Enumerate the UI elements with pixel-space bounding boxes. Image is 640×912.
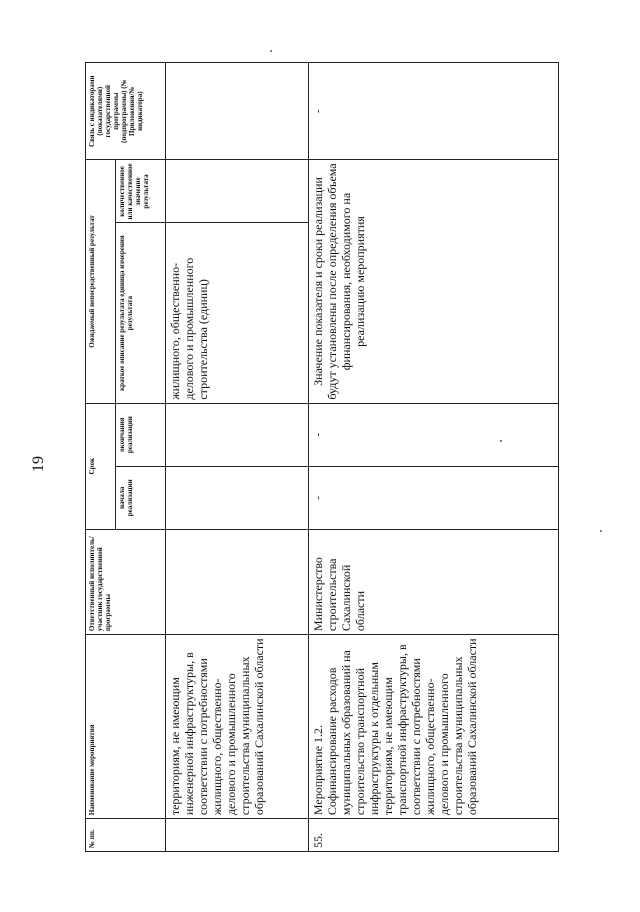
header-term-end: окончания реализации [116, 403, 166, 466]
header-row [86, 63, 116, 852]
row-link: - [309, 63, 559, 160]
row-result-desc: жилищного, общественно-делового и промышленного строительства (единиц) [166, 223, 309, 403]
row-name: Мероприятие 1.2. Софинансирование расходов муниципальных образований на строительство транспортной инфраструктуры к отдельным территориям, не имеющим транспортной инфраструктуры, в соответствии с потребностями жилищного, общественно-делового и промышленного строительства муниципальных образований Сахалинской области [309, 635, 559, 819]
row-start [166, 466, 309, 529]
row-result-note: Значение показателя и сроки реализации будут установлены после определения объема финансирования, необходимого на реализацию мероприятия [309, 160, 559, 403]
header-result-desc: краткое описание результата единица измерения результата [116, 223, 166, 403]
header-name: Наименование мероприятия [86, 635, 166, 819]
row-link [166, 63, 309, 160]
header-term: Срок [86, 403, 116, 529]
row-end [166, 403, 309, 466]
scan-speck [500, 440, 502, 442]
header-term-start: начала реализации [116, 466, 166, 529]
row-executor: Министерство строительства Сахалинской области [309, 529, 559, 634]
header-result: Ожидаемый непосредственный результат [86, 160, 116, 403]
row-start: - [309, 466, 559, 529]
row-end: - [309, 403, 559, 466]
row-num [166, 819, 309, 852]
table-row [309, 63, 559, 852]
row-num: 55. [309, 819, 559, 852]
header-result-value: количественное или качественное значение результата [116, 160, 166, 223]
header-executor: Ответственный исполнитель/участник государственной программы [86, 529, 166, 634]
row-executor [166, 529, 309, 634]
table-row [166, 63, 309, 852]
page-number: 19 [30, 456, 47, 472]
scan-speck [600, 530, 602, 532]
scan-speck [270, 50, 272, 52]
row-name: территориям, не имеющим инженерной инфраструктуры, в соответствии с потребностями жилищного, общественно-делового и промышленного строительства муниципальных образований Сахалинской области [166, 635, 309, 819]
header-link: Связь с индикаторами (показателями) государственной программы (подпрограммы) (№ Приложения/№ индикатора) [86, 63, 166, 160]
activities-table [85, 62, 559, 852]
header-num: № пп. [86, 819, 166, 852]
row-result-value [166, 160, 309, 223]
